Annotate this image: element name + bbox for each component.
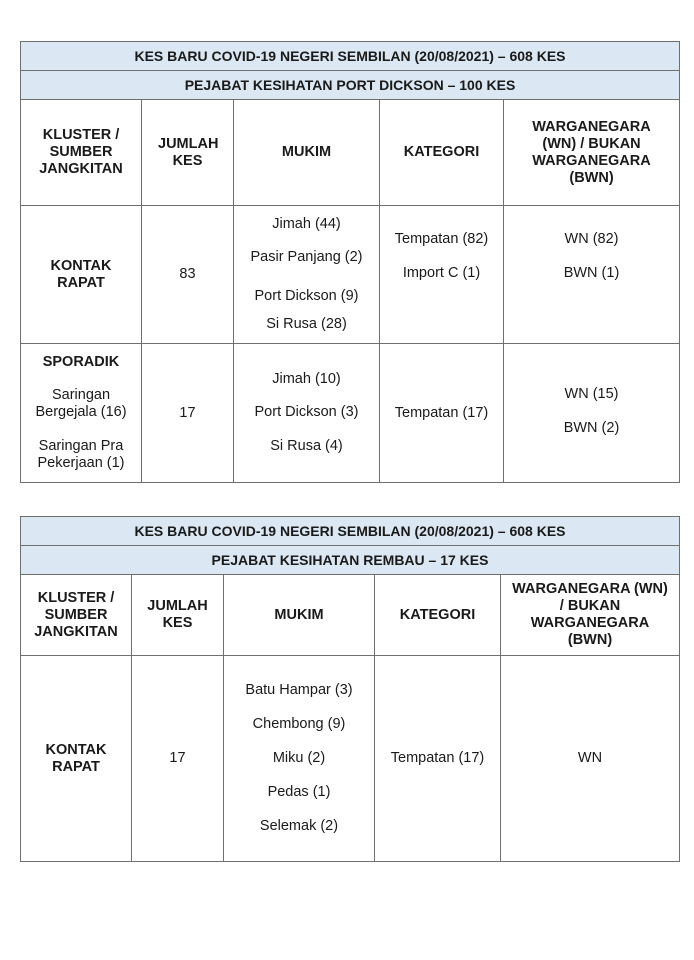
mukim-item: Si Rusa (4) [270, 438, 343, 454]
column-header-wn: WARGANEGARA (WN) / BUKAN WARGANEGARA (BWN) [501, 575, 680, 656]
kategori-cell [380, 206, 504, 344]
column-header-source: KLUSTER / SUMBER JANGKITAN [21, 575, 132, 656]
wn-item: BWN (2) [563, 419, 620, 436]
mukim-item: Pedas (1) [267, 784, 331, 800]
source-detail: Saringan Bergejala (16) [35, 387, 127, 420]
mukim-item: Port Dickson (9) [254, 288, 359, 304]
source-cell [21, 344, 142, 483]
total-cell: 17 [132, 656, 224, 862]
wn-item: WN (82) [564, 231, 619, 247]
column-header-mukim: MUKIM [234, 100, 380, 206]
table-subtitle: PEJABAT KESIHATAN REMBAU – 17 KES [21, 546, 680, 575]
port-dickson-table [20, 41, 680, 483]
mukim-item: Si Rusa (28) [266, 316, 347, 332]
mukim-cell [234, 206, 380, 344]
column-header-mukim: MUKIM [224, 575, 375, 656]
column-header-kategori: KATEGORI [375, 575, 501, 656]
mukim-item: Pasir Panjang (2) [250, 249, 363, 265]
table-title: KES BARU COVID-19 NEGERI SEMBILAN (20/08/2021) – 608 KES [21, 42, 680, 71]
source-cell: KONTAK RAPAT [21, 656, 132, 862]
table-row [21, 344, 680, 483]
table-row [21, 206, 680, 344]
table-row [21, 656, 680, 862]
wn-cell [504, 206, 680, 344]
table-subtitle: PEJABAT KESIHATAN PORT DICKSON – 100 KES [21, 71, 680, 100]
mukim-item: Batu Hampar (3) [245, 682, 353, 698]
column-header-source: KLUSTER / SUMBER JANGKITAN [21, 100, 142, 206]
table-title: KES BARU COVID-19 NEGERI SEMBILAN (20/08/2021) – 608 KES [21, 517, 680, 546]
total-cell: 83 [142, 206, 234, 344]
mukim-item: Port Dickson (3) [254, 404, 359, 420]
source-detail: Saringan Pra Pekerjaan (1) [37, 438, 125, 471]
wn-item: WN (15) [564, 385, 619, 402]
source-label: SPORADIK [42, 354, 120, 370]
rembau-table [20, 516, 680, 862]
kategori-cell: Tempatan (17) [380, 344, 504, 483]
wn-cell [504, 344, 680, 483]
column-header-kategori: KATEGORI [380, 100, 504, 206]
total-cell: 17 [142, 344, 234, 483]
mukim-cell [224, 656, 375, 862]
mukim-item: Chembong (9) [252, 716, 346, 732]
kategori-cell: Tempatan (17) [375, 656, 501, 862]
mukim-item: Jimah (10) [272, 371, 341, 387]
mukim-item: Jimah (44) [272, 216, 341, 232]
mukim-item: Selemak (2) [259, 818, 339, 834]
kategori-item: Import C (1) [402, 265, 481, 281]
wn-cell: WN [501, 656, 680, 862]
wn-item: BWN (1) [563, 265, 620, 281]
source-cell: KONTAK RAPAT [21, 206, 142, 344]
mukim-cell [234, 344, 380, 483]
column-header-total: JUMLAH KES [132, 575, 224, 656]
column-header-wn: WARGANEGARA (WN) / BUKAN WARGANEGARA (BWN) [504, 100, 680, 206]
column-header-total: JUMLAH KES [142, 100, 234, 206]
mukim-item: Miku (2) [272, 750, 326, 766]
kategori-item: Tempatan (82) [394, 231, 489, 247]
